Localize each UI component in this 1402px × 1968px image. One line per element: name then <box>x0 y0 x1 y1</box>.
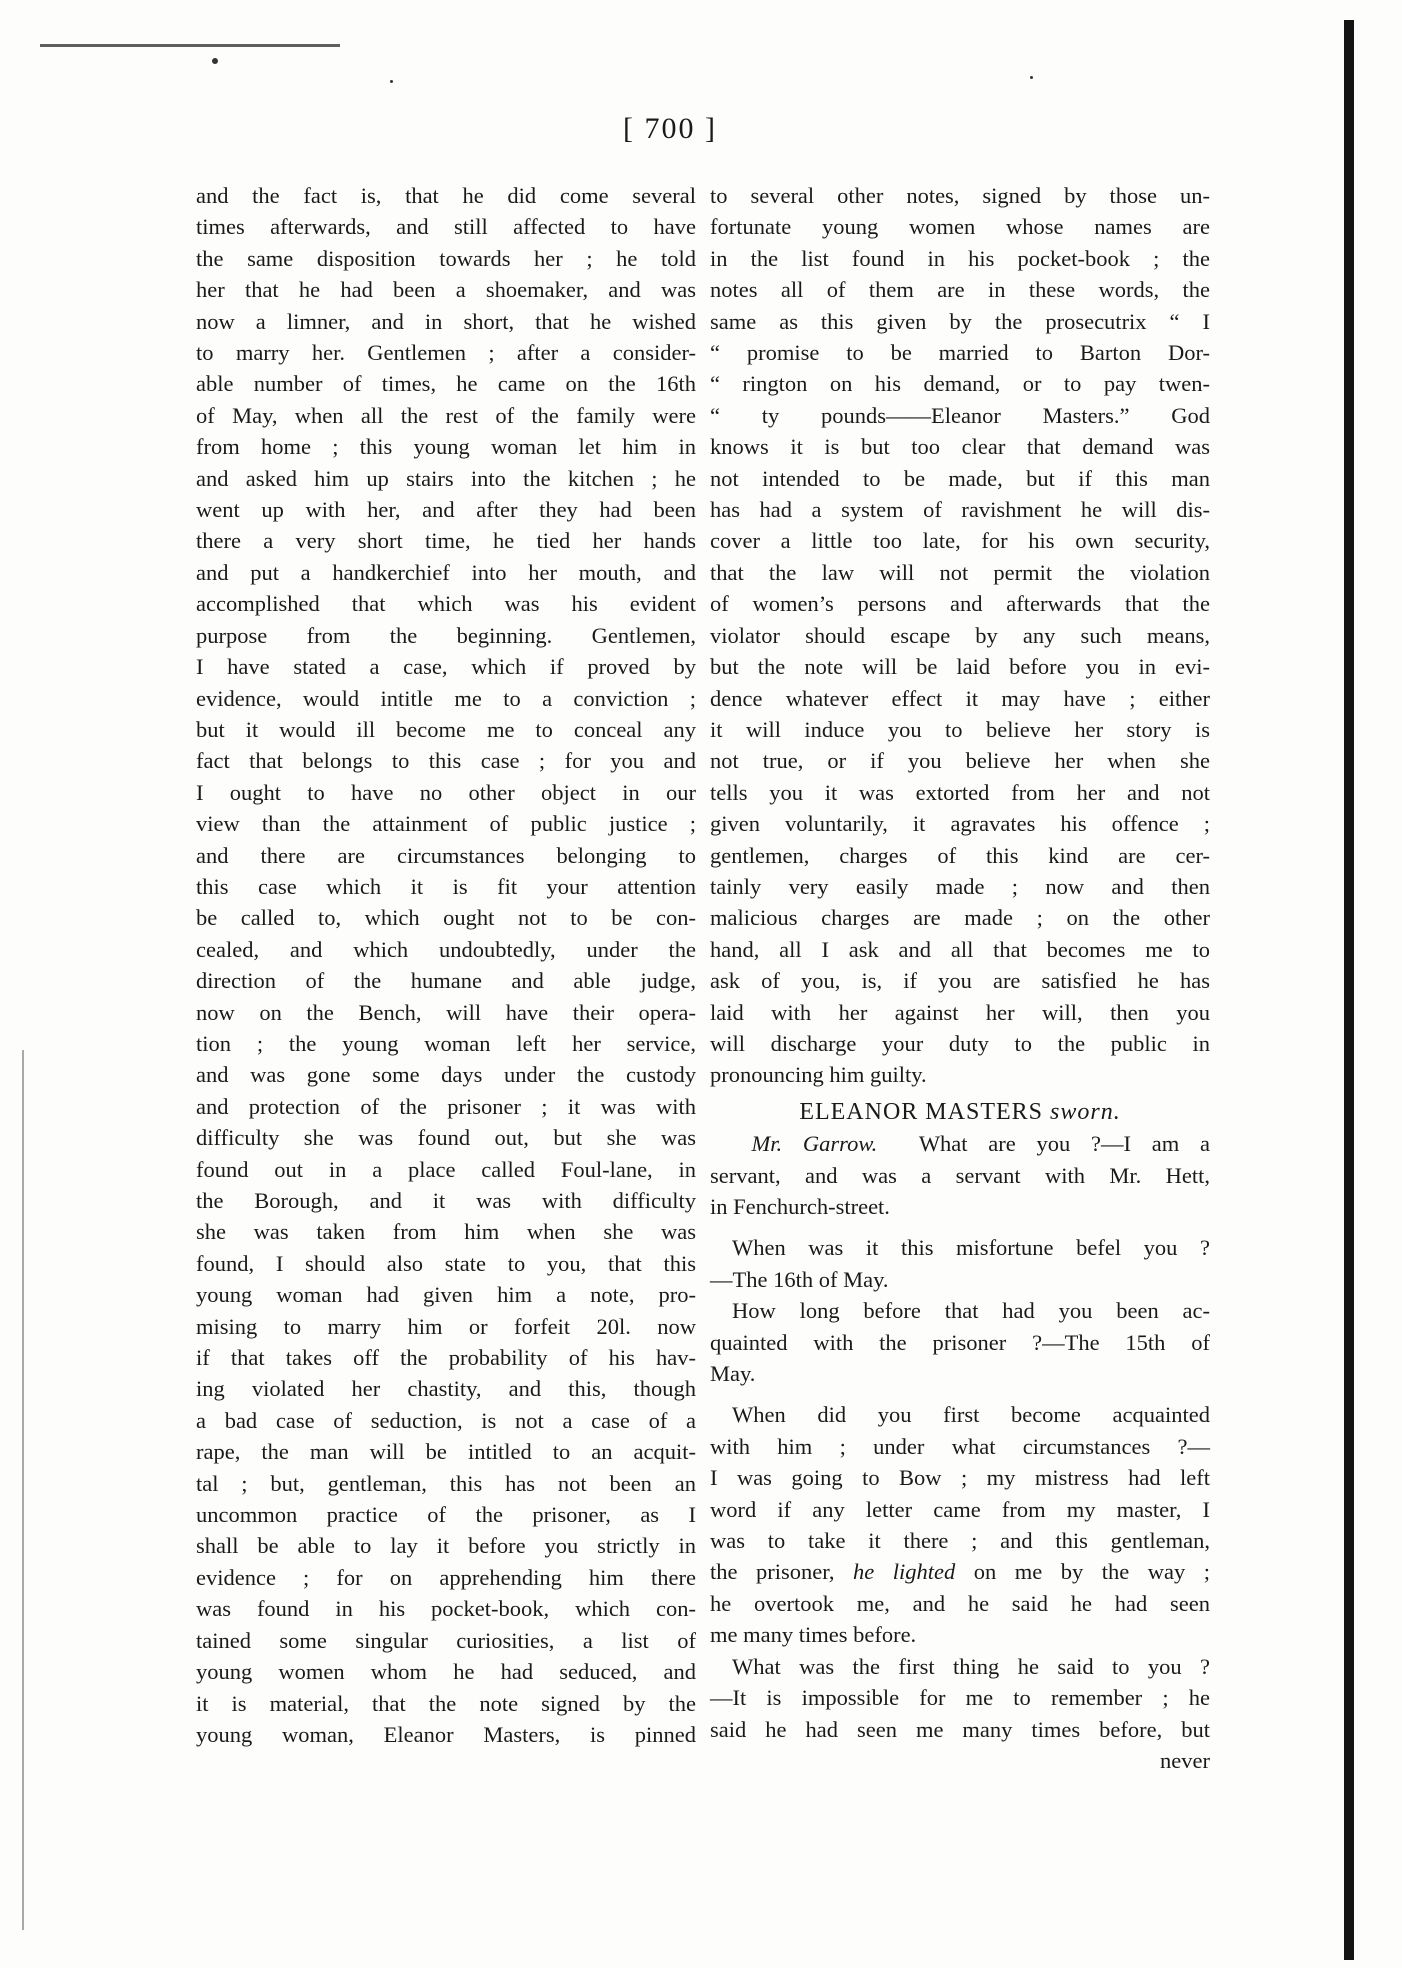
text-line: to marry her. Gentlemen ; after a consider- <box>196 340 696 366</box>
text-line: I have stated a case, which if proved by <box>196 654 696 680</box>
text-line: servant, and was a servant with Mr. Hett, <box>710 1162 1210 1188</box>
text-line: mising to marry him or forfeit 20l. now <box>196 1313 696 1339</box>
text-line: purpose from the beginning. Gentlemen, <box>196 622 696 648</box>
examination-paragraph <box>710 1128 1210 1222</box>
text-line: accomplished that which was his evident <box>196 591 696 617</box>
text-segment: on me by the way ; <box>973 1559 1210 1585</box>
text-line: and put a handkerchief into her mouth, and <box>196 559 696 585</box>
text-line: laid with her against her will, then you <box>710 999 1210 1025</box>
examination-paragraph <box>710 1399 1210 1650</box>
text-line <box>710 1556 1210 1587</box>
text-line: tal ; but, gentleman, this has not been an <box>196 1470 696 1496</box>
text-line: now a limner, and in short, that he wished <box>196 308 696 334</box>
text-line: that the law will not permit the violation <box>710 559 1210 585</box>
text-line: tainly very easily made ; now and then <box>710 873 1210 899</box>
text-line: direction of the humane and able judge, <box>196 968 696 994</box>
text-line: pronouncing him guilty. <box>710 1062 927 1088</box>
examination-paragraph <box>710 1295 1210 1389</box>
text-line: a bad case of seduction, is not a case of a <box>196 1407 696 1433</box>
text-line: I was going to Bow ; my mistress had left <box>710 1465 1210 1491</box>
text-line: it is material, that the note signed by the <box>196 1690 696 1716</box>
scan-speck <box>212 58 218 64</box>
text-line: When did you first become acquainted <box>732 1402 1210 1428</box>
text-line: When was it this misfortune befel you ? <box>732 1235 1210 1261</box>
text-line: not true, or if you believe her when she <box>710 748 1210 774</box>
text-line: with him ; under what circumstances ?— <box>710 1433 1210 1459</box>
text-line <box>710 1128 1210 1159</box>
text-line: now on the Bench, will have their opera- <box>196 999 696 1025</box>
text-line: but it would ill become me to conceal any <box>196 716 696 742</box>
text-line: and was gone some days under the custody <box>196 1062 696 1088</box>
witness-name: ELEANOR MASTERS <box>799 1098 1043 1125</box>
text-line: but the note will be laid before you in evi- <box>710 654 1210 680</box>
text-line: of May, when all the rest of the family were <box>196 402 696 428</box>
text-line: young woman, Eleanor Masters, is pinned <box>196 1721 696 1747</box>
text-line: knows it is but too clear that demand was <box>710 434 1210 460</box>
italic-phrase: he lighted <box>852 1559 956 1585</box>
text-line: young women whom he had seduced, and <box>196 1659 696 1685</box>
text-line: the same disposition towards her ; he told <box>196 245 696 271</box>
catchword <box>710 1745 1210 1776</box>
text-line: view than the attainment of public justice ; <box>196 811 696 837</box>
text-line: uncommon practice of the prisoner, as I <box>196 1502 696 1528</box>
text-line: gentlemen, charges of this kind are cer- <box>710 842 1210 868</box>
text-line: cealed, and which undoubtedly, under the <box>196 936 696 962</box>
text-line: and there are circumstances belonging to <box>196 842 696 868</box>
text-line: dence whatever effect it may have ; either <box>710 685 1210 711</box>
text-segment: What are you ?—I am a <box>918 1131 1210 1157</box>
text-line: fortunate young women whose names are <box>710 214 1210 240</box>
text-line: cover a little too late, for his own security, <box>710 528 1210 554</box>
left-column-text <box>196 180 696 1750</box>
text-line: young woman had given him a note, pro- <box>196 1282 696 1308</box>
text-line: rape, the man will be intitled to an acquit- <box>196 1439 696 1465</box>
left-column <box>196 180 696 1750</box>
closing-speech-paragraph <box>710 180 1210 1091</box>
text-line: she was taken from him when she was <box>196 1219 696 1245</box>
text-line: What was the first thing he said to you ? <box>732 1653 1210 1679</box>
text-line: found out in a place called Foul-lane, in <box>196 1156 696 1182</box>
text-line: tained some singular curiosities, a list of <box>196 1627 696 1653</box>
text-line: evidence ; for on apprehending him there <box>196 1564 696 1590</box>
text-line: tells you it was extorted from her and not <box>710 779 1210 805</box>
text-line: times afterwards, and still affected to have <box>196 214 696 240</box>
text-line: said he had seen me many times before, but <box>710 1716 1210 1742</box>
text-line: “ promise to be married to Barton Dor- <box>710 340 1210 366</box>
text-line: of women’s persons and afterwards that the <box>710 591 1210 617</box>
text-line: and asked him up stairs into the kitchen ; he <box>196 465 696 491</box>
text-line: be called to, which ought not to be con- <box>196 905 696 931</box>
text-line: tion ; the young woman left her service, <box>196 1030 696 1056</box>
text-line: same as this given by the prosecutrix “ I <box>710 308 1210 334</box>
text-line: in the list found in his pocket-book ; the <box>710 245 1210 271</box>
text-line: “ ty pounds——Eleanor Masters.” God <box>710 402 1210 428</box>
text-line: was to take it there ; and this gentleman, <box>710 1528 1210 1554</box>
text-line: violator should escape by any such means, <box>710 622 1210 648</box>
text-line: malicious charges are made ; on the other <box>710 905 1210 931</box>
text-line: me many times before. <box>710 1622 917 1648</box>
text-line: I ought to have no other object in our <box>196 779 696 805</box>
text-line: in Fenchurch-street. <box>710 1194 890 1219</box>
text-line: to several other notes, signed by those un- <box>710 183 1210 208</box>
examination-paragraph <box>710 1232 1210 1295</box>
witness-status: sworn. <box>1050 1098 1121 1125</box>
text-line: if that takes off the probability of his hav- <box>196 1345 696 1371</box>
text-line: from home ; this young woman let him in <box>196 434 696 460</box>
right-column <box>710 180 1210 1776</box>
text-line: there a very short time, he tied her hands <box>196 528 696 554</box>
text-line: —It is impossible for me to remember ; he <box>710 1685 1210 1711</box>
scan-binding-shadow <box>1344 20 1354 1960</box>
scan-edge-mark-left <box>22 1050 24 1930</box>
scan-speck <box>1030 76 1033 79</box>
text-line: How long before that had you been ac- <box>732 1298 1210 1324</box>
text-line: “ rington on his demand, or to pay twen- <box>710 371 1210 397</box>
text-line: and protection of the prisoner ; it was with <box>196 1093 696 1119</box>
text-segment: the prisoner, <box>710 1559 835 1585</box>
text-line: evidence, would intitle me to a conviction ; <box>196 685 696 711</box>
text-line: difficulty she was found out, but she was <box>196 1125 696 1151</box>
text-line: ask of you, is, if you are satisfied he has <box>710 968 1210 994</box>
text-line: found, I should also state to you, that this <box>196 1250 696 1276</box>
text-line: shall be able to lay it before you strictly in <box>196 1533 696 1559</box>
text-line: and the fact is, that he did come several <box>196 183 696 208</box>
text-line: will discharge your duty to the public in <box>710 1030 1210 1056</box>
witness-heading <box>710 1097 1210 1128</box>
examination-paragraph <box>710 1651 1210 1745</box>
scan-speck <box>390 80 393 83</box>
text-line: word if any letter came from my master, I <box>710 1496 1210 1522</box>
scan-edge-mark-top <box>40 44 340 47</box>
text-line: this case which it is fit your attention <box>196 873 696 899</box>
text-line: has had a system of ravishment he will dis- <box>710 497 1210 523</box>
text-line: able number of times, he came on the 16th <box>196 371 696 397</box>
text-line: May. <box>710 1361 756 1387</box>
text-line: was found in his pocket-book, which con- <box>196 1596 696 1622</box>
text-line: fact that belongs to this case ; for you and <box>196 748 696 774</box>
text-line: it will induce you to believe her story is <box>710 716 1210 742</box>
text-line: her that he had been a shoemaker, and was <box>196 277 696 303</box>
text-line: ing violated her chastity, and this, though <box>196 1376 696 1402</box>
text-line: he overtook me, and he said he had seen <box>710 1590 1210 1616</box>
text-line: went up with her, and after they had been <box>196 497 696 523</box>
text-line: hand, all I ask and all that becomes me to <box>710 936 1210 962</box>
counsel-name: Mr. Garrow. <box>751 1131 878 1157</box>
text-line: not intended to be made, but if this man <box>710 465 1210 491</box>
text-line: the Borough, and it was with difficulty <box>196 1188 696 1213</box>
text-line: notes all of them are in these words, the <box>710 277 1210 303</box>
page-number: [ 700 ] <box>623 112 717 145</box>
text-line: —The 16th of May. <box>710 1266 889 1292</box>
text-line: given voluntarily, it agravates his offence ; <box>710 811 1210 837</box>
text-line: quainted with the prisoner ?—The 15th of <box>710 1329 1210 1355</box>
catchword-text: never <box>1160 1747 1210 1773</box>
